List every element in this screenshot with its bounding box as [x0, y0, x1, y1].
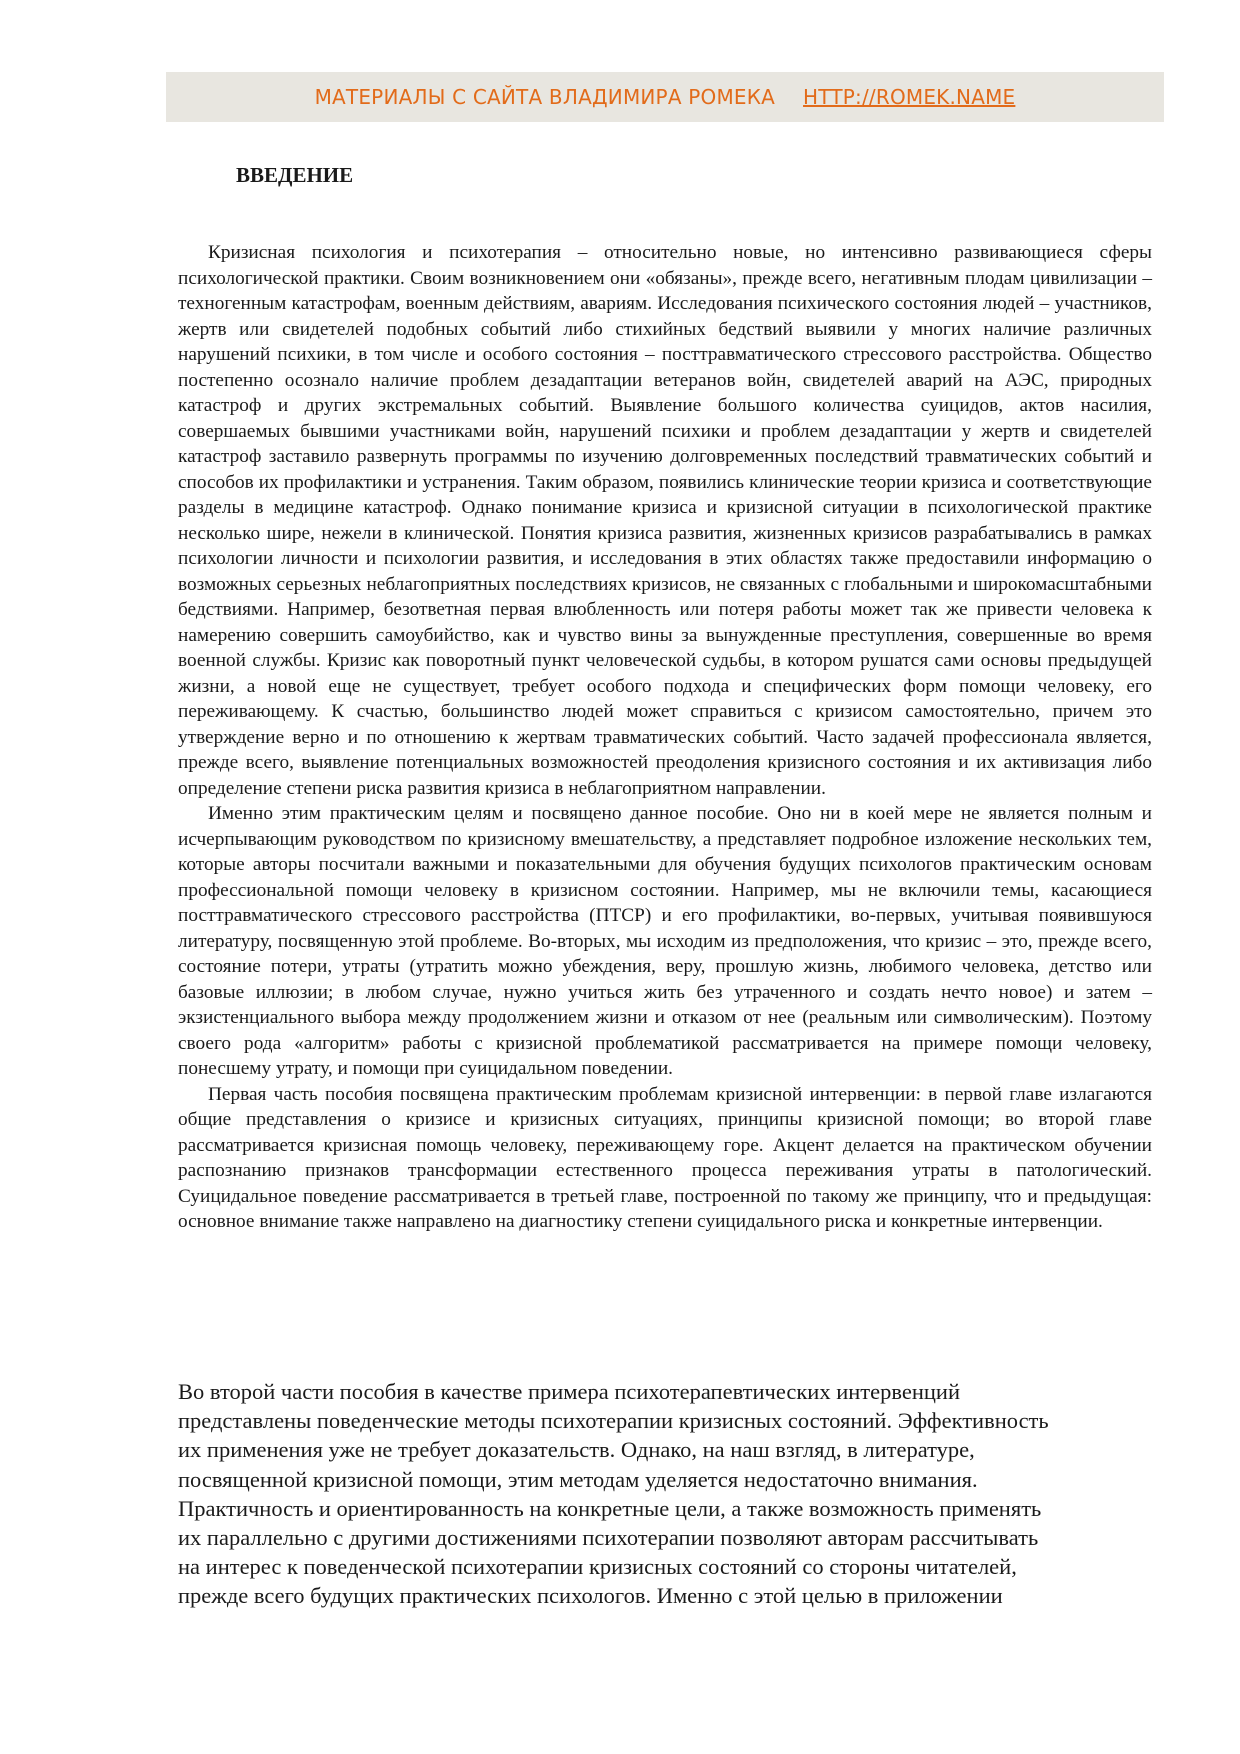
paragraph-4-line: их параллельно с другими достижениями психотерапии позволяют авторам рассчитывать: [178, 1525, 1039, 1551]
document-body: [178, 240, 1152, 1235]
paragraph-4-line: прежде всего будущих практических психологов. Именно с этой целью в приложении: [178, 1583, 1003, 1609]
paragraph-2: Именно этим практическим целям и посвящено данное пособие. Оно ни в коей мере не является полным и исчерпывающим руководством по кризисному вмешательству, а представляет подробное изложение нескольких тем, которые авторы посчитали важными и показательными для обучения будущих психологов практическим основам профессиональной помощи человеку в кризисном состоянии. Например, мы не включили темы, касающиеся посттравматического стрессового расстройства (ПТСР) и его профилактики, во-первых, учитывая появившуюся литературу, посвященную этой проблеме. Во-вторых, мы исходим из предположения, что кризис – это, прежде всего, состояние потери, утраты (утратить можно убеждения, веру, прошлую жизнь, любимого человека, детство или базовые иллюзии; в любом случае, нужно учиться жить без утраченного и создать нечто новое) и затем – экзистенциального выбора между продолжением жизни и отказом от нее (реальным или символическим). Поэтому своего рода «алгоритм» работы с кризисной проблематикой рассматривается на примере помощи человеку, понесшему утрату, и помощи при суицидальном поведении.: [178, 803, 1152, 1079]
site-header-text: МАТЕРИАЛЫ С САЙТА ВЛАДИМИРА РОМЕКА: [314, 85, 776, 109]
paragraph-4-line: на интерес к поведенческой психотерапии кризисных состояний со стороны читателей,: [178, 1554, 1017, 1580]
paragraph-4-line: Во второй части пособия в качестве примера психотерапевтических интервенций: [178, 1379, 960, 1404]
page-title: ВВЕДЕНИЕ: [236, 163, 354, 187]
paragraph-3: Первая часть пособия посвящена практическим проблемам кризисной интервенции: в первой главе излагаются общие представления о кризисе и кризисных ситуациях, принципы кризисной помощи; во второй главе рассматривается кризисная помощь человеку, переживающему горе. Акцент делается на практическом обучении распознанию признаков трансформации естественного процесса переживания утраты в патологический. Суицидальное поведение рассматривается в третьей главе, построенной по такому же принципу, что и предыдущая: основное внимание также направлено на диагностику степени суицидального риска и конкретные интервенции.: [178, 1083, 1152, 1232]
site-link[interactable]: HTTP://ROMEK.NAME: [803, 85, 1016, 109]
paragraph-4-line: посвященной кризисной помощи, этим методам уделяется недостаточно внимания.: [178, 1466, 978, 1492]
paragraph-1: Кризисная психология и психотерапия – относительно новые, но интенсивно развивающиеся сферы психологической практики. Своим возникновением они «обязаны», прежде всего, негативным плодам цивилизации – техногенным катастрофам, военным действиям, авариям. Исследования психического состояния людей – участников, жертв или свидетелей подобных событий либо стихийных бедствий выявили у многих наличие различных нарушений психики, в том числе и особого состояния – посттравматического стрессового расстройства. Общество постепенно осознало наличие проблем дезадаптации ветеранов войн, свидетелей аварий на АЭС, природных катастроф и других экстремальных событий. Выявление большого количества суицидов, актов насилия, совершаемых бывшими участниками войн, нарушений психики и проблем дезадаптации у жертв и свидетелей катастроф заставило развернуть программы по изучению долговременных последствий травматических событий и способов их профилактики и устранения. Таким образом, появились клинические теории кризиса и соответствующие разделы в медицине катастроф. Однако понимание кризиса и кризисной ситуации в психологической практике несколько шире, нежели в клинической. Понятия кризиса развития, жизненных кризисов разрабатывались в рамках психологии личности и психологии развития, и исследования в этих областях также предоставили информацию о возможных серьезных неблагоприятных последствиях кризисов, не связанных с глобальными и широкомасштабными бедствиями. Например, безответная первая влюбленность или потеря работы может так же привести человека к намерению совершить самоубийство, как и чувство вины за вынужденные преступления, совершенные во время военной службы. Кризис как поворотный пункт человеческой судьбы, в котором рушатся сами основы предыдущей жизни, а новой еще не существует, требует особого подхода и специфических форм помощи человеку, его переживающему. К счастью, большинство людей может справиться с кризисом самостоятельно, причем это утверждение верно и по отношению к жертвам травматических событий. Часто задачей профессионала является, прежде всего, выявление потенциальных возможностей преодоления кризисного состояния и их активизация либо определение степени риска развития кризиса в неблагоприятном направлении.: [178, 242, 1152, 799]
paragraph-4-line: представлены поведенческие методы психотерапии кризисных состояний. Эффективность: [178, 1408, 1049, 1434]
paragraph-4-line: их применения уже не требует доказательств. Однако, на наш взгляд, в литературе,: [178, 1437, 975, 1463]
paragraph-4-line: Практичность и ориентированность на конкретные цели, а также возможность применять: [178, 1495, 1042, 1521]
paragraph-4: [178, 1377, 1152, 1611]
site-header-banner: [166, 72, 1164, 122]
